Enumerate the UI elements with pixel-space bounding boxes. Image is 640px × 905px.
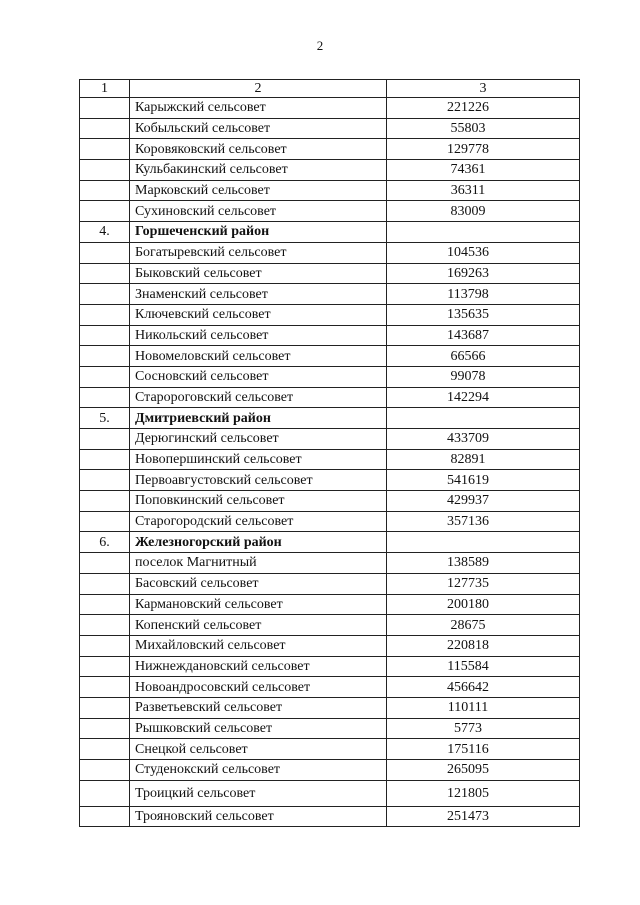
table-row — [80, 118, 580, 139]
table-row — [80, 780, 580, 806]
table-row — [80, 160, 580, 181]
value-cell: 200180 — [387, 594, 580, 615]
value-cell: 66566 — [387, 346, 580, 367]
row-number-cell: 6. — [80, 532, 130, 553]
name-cell: Новопершинский сельсовет — [130, 449, 387, 470]
table-row — [80, 594, 580, 615]
table-row — [80, 491, 580, 512]
district-name-cell: Горшеченский район — [130, 222, 387, 243]
name-cell: Карыжский сельсовет — [130, 98, 387, 119]
name-cell: Никольский сельсовет — [130, 325, 387, 346]
row-number-cell — [80, 201, 130, 222]
row-number-cell — [80, 118, 130, 139]
value-cell: 83009 — [387, 201, 580, 222]
value-cell: 28675 — [387, 615, 580, 636]
value-cell: 169263 — [387, 263, 580, 284]
row-number-cell — [80, 429, 130, 450]
row-number-cell — [80, 594, 130, 615]
name-cell: Разветьевский сельсовет — [130, 697, 387, 718]
row-number-cell — [80, 677, 130, 698]
row-number-cell — [80, 366, 130, 387]
table-row — [80, 697, 580, 718]
value-cell: 110111 — [387, 697, 580, 718]
row-number-cell — [80, 511, 130, 532]
row-number-cell — [80, 160, 130, 181]
value-cell: 357136 — [387, 511, 580, 532]
header-cell-2: 2 — [130, 80, 387, 98]
page-number: 2 — [316, 38, 324, 53]
table-row — [80, 325, 580, 346]
row-number-cell — [80, 346, 130, 367]
value-cell — [387, 532, 580, 553]
value-cell: 127735 — [387, 573, 580, 594]
table-row — [80, 615, 580, 636]
value-cell: 129778 — [387, 139, 580, 160]
table-row — [80, 760, 580, 781]
table-body — [80, 80, 580, 827]
table-row — [80, 718, 580, 739]
value-cell: 115584 — [387, 656, 580, 677]
row-number-cell — [80, 325, 130, 346]
row-number-cell — [80, 760, 130, 781]
header-cell-1: 1 — [80, 80, 130, 98]
data-table — [79, 79, 580, 827]
table-row — [80, 429, 580, 450]
name-cell: Кобыльский сельсовет — [130, 118, 387, 139]
value-cell: 113798 — [387, 284, 580, 305]
name-cell: Марковский сельсовет — [130, 180, 387, 201]
row-number-cell — [80, 491, 130, 512]
name-cell: Знаменский сельсовет — [130, 284, 387, 305]
row-number-cell — [80, 806, 130, 827]
value-cell: 251473 — [387, 806, 580, 827]
row-number-cell — [80, 263, 130, 284]
row-number-cell — [80, 470, 130, 491]
name-cell: Новоандросовский сельсовет — [130, 677, 387, 698]
table-row — [80, 98, 580, 119]
row-number-cell: 4. — [80, 222, 130, 243]
value-cell: 175116 — [387, 739, 580, 760]
table-row — [80, 511, 580, 532]
value-cell — [387, 408, 580, 429]
name-cell: Троицкий сельсовет — [130, 780, 387, 806]
district-name-cell: Дмитриевский район — [130, 408, 387, 429]
name-cell: Кармановский сельсовет — [130, 594, 387, 615]
name-cell: Быковский сельсовет — [130, 263, 387, 284]
row-number-cell — [80, 718, 130, 739]
row-number-cell — [80, 284, 130, 305]
table-header-row — [80, 80, 580, 98]
name-cell: Поповкинский сельсовет — [130, 491, 387, 512]
value-cell: 456642 — [387, 677, 580, 698]
table-row — [80, 201, 580, 222]
table-row — [80, 242, 580, 263]
table-row — [80, 573, 580, 594]
row-number-cell — [80, 697, 130, 718]
table-row — [80, 139, 580, 160]
value-cell: 5773 — [387, 718, 580, 739]
row-number-cell — [80, 139, 130, 160]
value-cell: 121805 — [387, 780, 580, 806]
name-cell: Ключевский сельсовет — [130, 304, 387, 325]
value-cell: 82891 — [387, 449, 580, 470]
row-number-cell — [80, 553, 130, 574]
table-row — [80, 635, 580, 656]
value-cell — [387, 222, 580, 243]
table-row — [80, 387, 580, 408]
name-cell: Коровяковский сельсовет — [130, 139, 387, 160]
row-number-cell — [80, 98, 130, 119]
value-cell: 265095 — [387, 760, 580, 781]
value-cell: 143687 — [387, 325, 580, 346]
name-cell: Новомеловский сельсовет — [130, 346, 387, 367]
value-cell: 135635 — [387, 304, 580, 325]
name-cell: Трояновский сельсовет — [130, 806, 387, 827]
row-number-cell — [80, 635, 130, 656]
table-row — [80, 304, 580, 325]
table-row — [80, 806, 580, 827]
row-number-cell — [80, 739, 130, 760]
name-cell: Дерюгинский сельсовет — [130, 429, 387, 450]
row-number-cell — [80, 304, 130, 325]
name-cell: Копенский сельсовет — [130, 615, 387, 636]
value-cell: 104536 — [387, 242, 580, 263]
table-row — [80, 470, 580, 491]
row-number-cell: 5. — [80, 408, 130, 429]
table-row — [80, 739, 580, 760]
name-cell: Студенокский сельсовет — [130, 760, 387, 781]
name-cell: Кульбакинский сельсовет — [130, 160, 387, 181]
table-row — [80, 180, 580, 201]
value-cell: 142294 — [387, 387, 580, 408]
table-row — [80, 656, 580, 677]
row-number-cell — [80, 615, 130, 636]
district-row — [80, 532, 580, 553]
row-number-cell — [80, 780, 130, 806]
table-row — [80, 366, 580, 387]
table-row — [80, 553, 580, 574]
value-cell: 99078 — [387, 366, 580, 387]
district-name-cell: Железногорский район — [130, 532, 387, 553]
value-cell: 74361 — [387, 160, 580, 181]
name-cell: Сухиновский сельсовет — [130, 201, 387, 222]
table-row — [80, 346, 580, 367]
row-number-cell — [80, 242, 130, 263]
name-cell: Басовский сельсовет — [130, 573, 387, 594]
name-cell: Старогородский сельсовет — [130, 511, 387, 532]
row-number-cell — [80, 656, 130, 677]
value-cell: 429937 — [387, 491, 580, 512]
table-row — [80, 263, 580, 284]
table-row — [80, 449, 580, 470]
value-cell: 138589 — [387, 553, 580, 574]
name-cell: Сосновский сельсовет — [130, 366, 387, 387]
value-cell: 36311 — [387, 180, 580, 201]
row-number-cell — [80, 449, 130, 470]
name-cell: Снецкой сельсовет — [130, 739, 387, 760]
value-cell: 55803 — [387, 118, 580, 139]
value-cell: 220818 — [387, 635, 580, 656]
row-number-cell — [80, 387, 130, 408]
name-cell: Рышковский сельсовет — [130, 718, 387, 739]
value-cell: 221226 — [387, 98, 580, 119]
district-row — [80, 408, 580, 429]
name-cell: Богатыревский сельсовет — [130, 242, 387, 263]
name-cell: Нижнеждановский сельсовет — [130, 656, 387, 677]
name-cell: Первоавгустовский сельсовет — [130, 470, 387, 491]
district-row — [80, 222, 580, 243]
table-row — [80, 677, 580, 698]
row-number-cell — [80, 573, 130, 594]
header-cell-3: 3 — [387, 80, 580, 98]
name-cell: поселок Магнитный — [130, 553, 387, 574]
table-row — [80, 284, 580, 305]
value-cell: 541619 — [387, 470, 580, 491]
value-cell: 433709 — [387, 429, 580, 450]
row-number-cell — [80, 180, 130, 201]
name-cell: Михайловский сельсовет — [130, 635, 387, 656]
name-cell: Старороговский сельсовет — [130, 387, 387, 408]
